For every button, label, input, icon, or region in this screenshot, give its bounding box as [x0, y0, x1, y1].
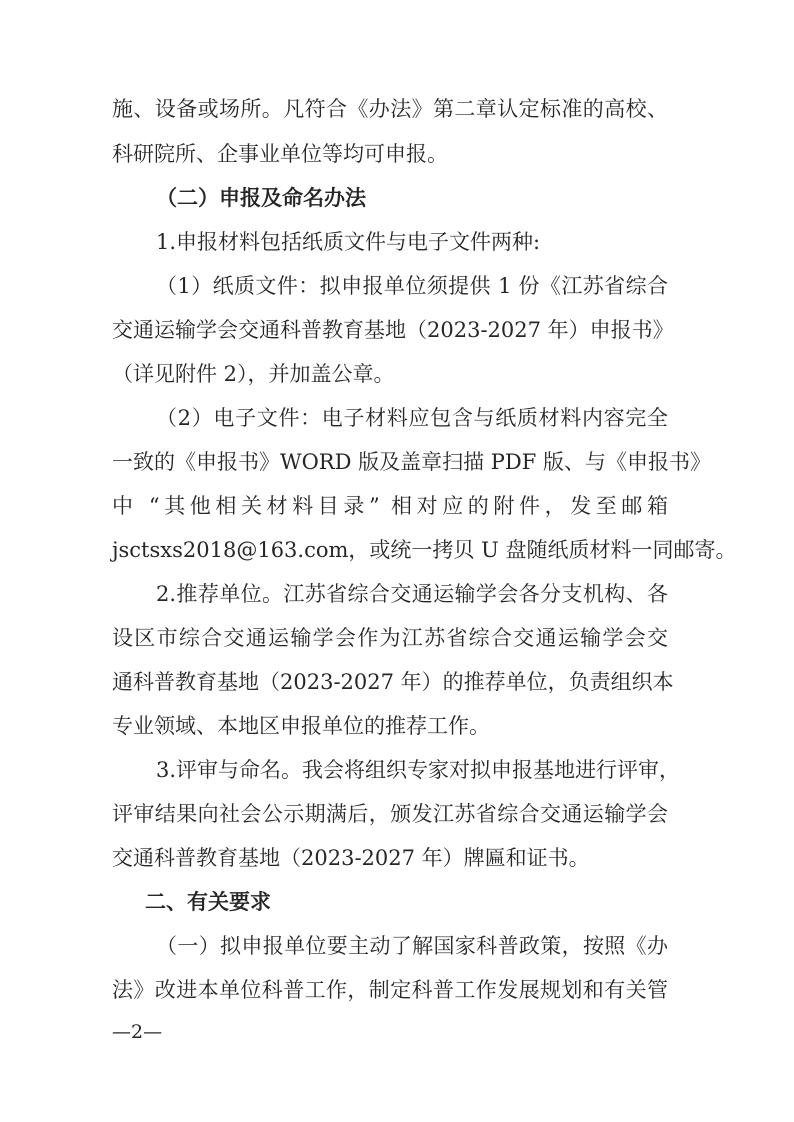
body-line-18: 交通科普教育基地（2023-2027 年）牌匾和证书。 [112, 846, 590, 870]
section-heading-2: （二）申报及命名办法 [156, 186, 366, 210]
body-line-12: 2.推荐单位。江苏省综合交通运输学会各分支机构、各 [156, 582, 668, 606]
body-line-10: 中 “其他相关材料目录” 相对应的附件，发至邮箱 [112, 494, 668, 518]
body-line-11: jsctsxs2018@163.com，或统一拷贝 U 盘随纸质材料一同邮寄。 [112, 538, 737, 562]
body-line-7: （详见附件 2），并加盖公章。 [112, 362, 395, 386]
body-line-1: 施、设备或场所。凡符合《办法》第二章认定标准的高校、 [112, 97, 668, 121]
body-line-4: 1.申报材料包括纸质文件与电子文件两种: [156, 230, 541, 254]
body-line-20: （一）拟申报单位要主动了解国家科普政策，按照《办 [156, 934, 668, 958]
body-line-14: 通科普教育基地（2023-2027 年）的推荐单位，负责组织本 [112, 670, 674, 694]
body-line-5: （1）纸质文件：拟申报单位须提供 1 份《江苏省综合 [156, 274, 668, 298]
body-line-8: （2）电子文件：电子材料应包含与纸质材料内容完全 [156, 406, 668, 430]
page-number: —2— [112, 1021, 163, 1043]
body-line-13: 设区市综合交通运输学会作为江苏省综合交通运输学会交 [112, 626, 668, 650]
body-line-21: 法》改进本单位科普工作，制定科普工作发展规划和有关管 [112, 978, 668, 1002]
body-line-6: 交通运输学会交通科普教育基地（2023-2027 年）申报书》 [112, 318, 674, 342]
body-line-16: 3.评审与命名。我会将组织专家对拟申报基地进行评审， [156, 758, 681, 782]
body-line-17: 评审结果向社会公示期满后，颁发江苏省综合交通运输学会 [112, 802, 668, 826]
body-line-15: 专业领域、本地区申报单位的推荐工作。 [112, 714, 490, 738]
body-line-2: 科研院所、企事业单位等均可申报。 [112, 142, 448, 166]
body-line-9: 一致的《申报书》WORD 版及盖章扫描 PDF 版、与《申报书》 [112, 450, 712, 474]
section-heading-requirements: 二、有关要求 [145, 890, 271, 914]
